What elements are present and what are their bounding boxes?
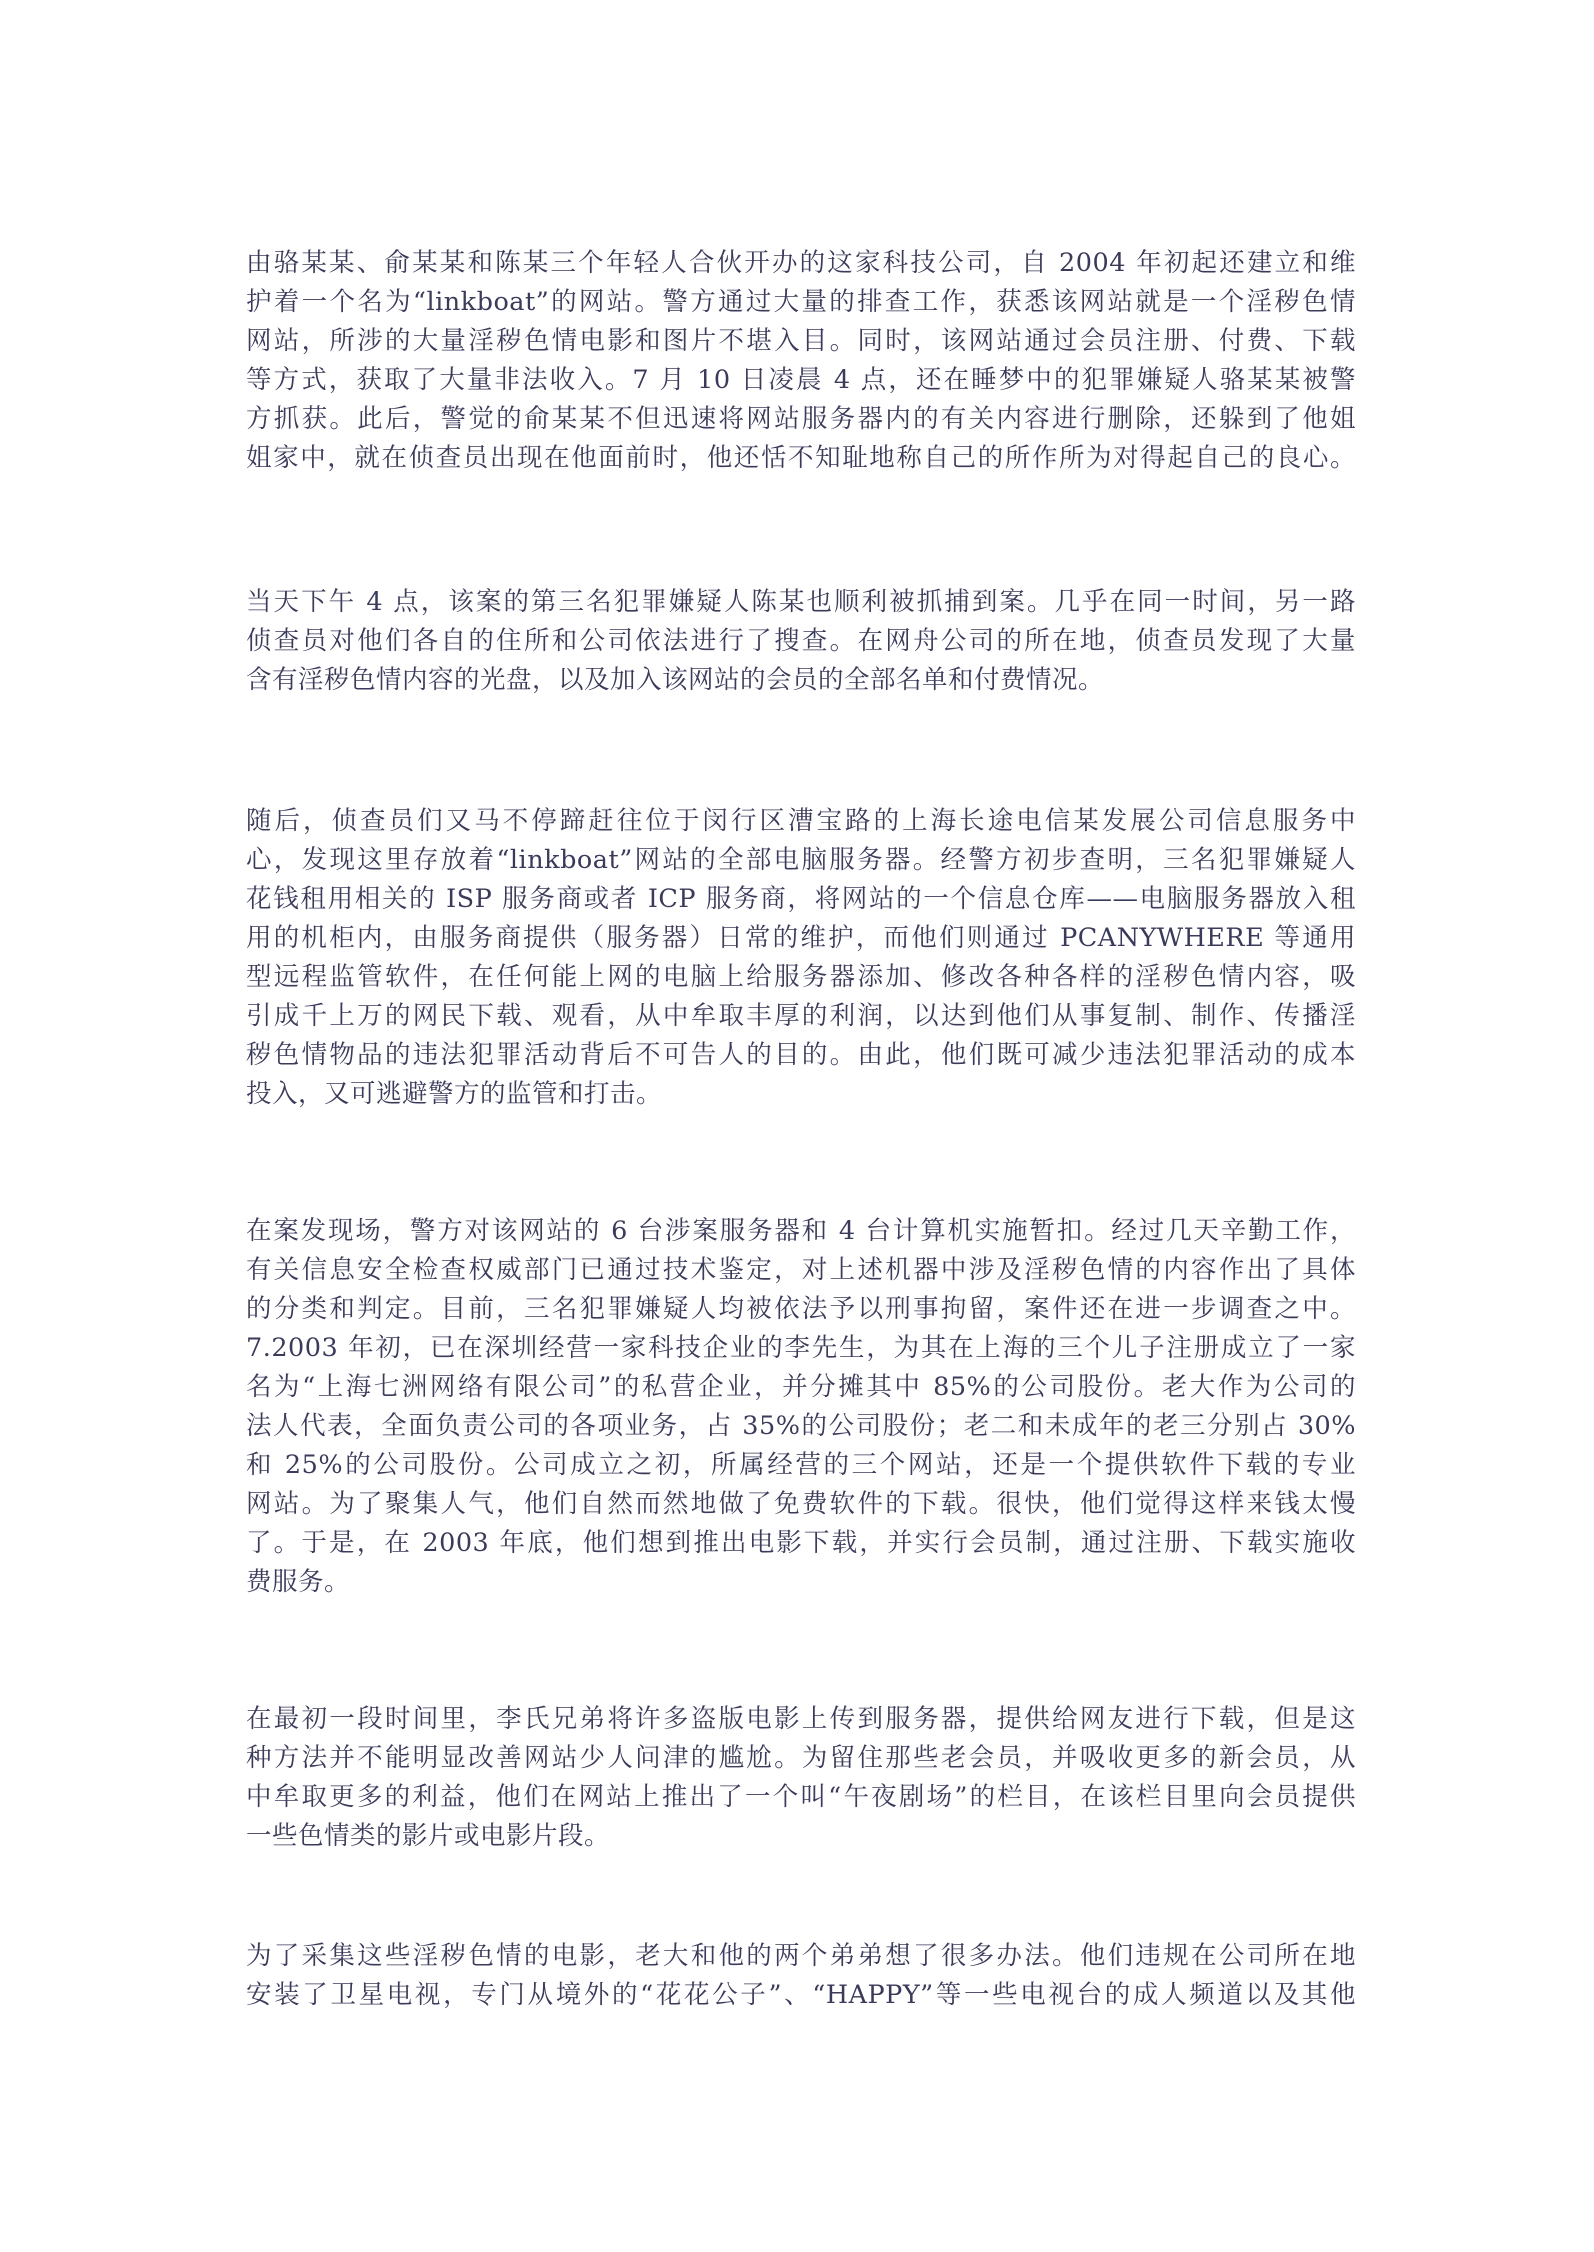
paragraph-4: [246, 1212, 1356, 1602]
text-line: 护着一个名为“linkboat”的网站。警方通过大量的排查工作，获悉该网站就是一个淫秽色情: [246, 287, 1356, 317]
text-line: 含有淫秽色情内容的光盘，以及加入该网站的会员的全部名单和付费情况。: [246, 665, 1105, 695]
text-line: 等方式，获取了大量非法收入。7 月 10 日凌晨 4 点，还在睡梦中的犯罪嫌疑人骆某某被警: [246, 365, 1356, 395]
text-line: 有关信息安全检查权威部门已通过技术鉴定，对上述机器中涉及淫秽色情的内容作出了具体: [246, 1255, 1356, 1285]
text-line: 7.2003 年初，已在深圳经营一家科技企业的李先生，为其在上海的三个儿子注册成立了一家: [246, 1333, 1356, 1363]
paragraph-3: [246, 802, 1356, 1114]
paragraph-1: [246, 244, 1356, 478]
paragraph-2: [246, 583, 1356, 700]
text-line: 在案发现场，警方对该网站的 6 台涉案服务器和 4 台计算机实施暂扣。经过几天辛勤工作，: [246, 1216, 1356, 1246]
text-line: 秽色情物品的违法犯罪活动背后不可告人的目的。由此，他们既可减少违法犯罪活动的成本: [246, 1040, 1356, 1070]
text-line: 安装了卫星电视，专门从境外的“花花公子”、“HAPPY”等一些电视台的成人频道以及其他: [246, 1980, 1356, 2010]
text-line: 在最初一段时间里，李氏兄弟将许多盗版电影上传到服务器，提供给网友进行下载，但是这: [246, 1704, 1356, 1734]
text-line: 型远程监管软件，在任何能上网的电脑上给服务器添加、修改各种各样的淫秽色情内容，吸: [246, 962, 1356, 992]
text-line: 法人代表，全面负责公司的各项业务，占 35%的公司股份；老二和未成年的老三分别占 30%: [246, 1411, 1356, 1441]
text-line: 当天下午 4 点，该案的第三名犯罪嫌疑人陈某也顺利被抓捕到案。几乎在同一时间，另一路: [246, 587, 1356, 617]
text-line: 姐家中，就在侦查员出现在他面前时，他还恬不知耻地称自己的所作所为对得起自己的良心。: [246, 443, 1356, 473]
text-line: 名为“上海七洲网络有限公司”的私营企业，并分摊其中 85%的公司股份。老大作为公司的: [246, 1372, 1356, 1402]
text-line: 方抓获。此后，警觉的俞某某不但迅速将网站服务器内的有关内容进行删除，还躲到了他姐: [246, 404, 1356, 434]
text-line: 心，发现这里存放着“linkboat”网站的全部电脑服务器。经警方初步查明，三名犯罪嫌疑人: [246, 845, 1356, 875]
text-line: 随后，侦查员们又马不停蹄赶往位于闵行区漕宝路的上海长途电信某发展公司信息服务中: [246, 806, 1356, 836]
text-line: 种方法并不能明显改善网站少人问津的尴尬。为留住那些老会员，并吸收更多的新会员，从: [246, 1743, 1356, 1773]
text-line: 了。于是，在 2003 年底，他们想到推出电影下载，并实行会员制，通过注册、下载实施收: [246, 1528, 1356, 1558]
text-line: 由骆某某、俞某某和陈某三个年轻人合伙开办的这家科技公司，自 2004 年初起还建立和维: [246, 248, 1356, 278]
text-line: 投入，又可逃避警方的监管和打击。: [246, 1079, 663, 1109]
text-line: 侦查员对他们各自的住所和公司依法进行了搜查。在网舟公司的所在地，侦查员发现了大量: [246, 626, 1356, 656]
text-line: 和 25%的公司股份。公司成立之初，所属经营的三个网站，还是一个提供软件下载的专业: [246, 1450, 1356, 1480]
text-line: 引成千上万的网民下载、观看，从中牟取丰厚的利润，以达到他们从事复制、制作、传播淫: [246, 1001, 1356, 1031]
text-line: 一些色情类的影片或电影片段。: [246, 1821, 611, 1851]
text-line: 费服务。: [246, 1567, 351, 1597]
text-line: 中牟取更多的利益，他们在网站上推出了一个叫“午夜剧场”的栏目，在该栏目里向会员提供: [246, 1782, 1356, 1812]
text-line: 用的机柜内，由服务商提供（服务器）日常的维护，而他们则通过 PCANYWHERE 等通用: [246, 923, 1356, 953]
text-line: 网站，所涉的大量淫秽色情电影和图片不堪入目。同时，该网站通过会员注册、付费、下载: [246, 326, 1356, 356]
paragraph-6: [246, 1937, 1356, 2015]
text-line: 网站。为了聚集人气，他们自然而然地做了免费软件的下载。很快，他们觉得这样来钱太慢: [246, 1489, 1356, 1519]
text-line: 花钱租用相关的 ISP 服务商或者 ICP 服务商，将网站的一个信息仓库——电脑服务器放入租: [246, 884, 1356, 914]
paragraph-5: [246, 1700, 1356, 1856]
text-line: 的分类和判定。目前，三名犯罪嫌疑人均被依法予以刑事拘留，案件还在进一步调查之中。: [246, 1294, 1356, 1324]
text-line: 为了采集这些淫秽色情的电影，老大和他的两个弟弟想了很多办法。他们违规在公司所在地: [246, 1941, 1356, 1971]
